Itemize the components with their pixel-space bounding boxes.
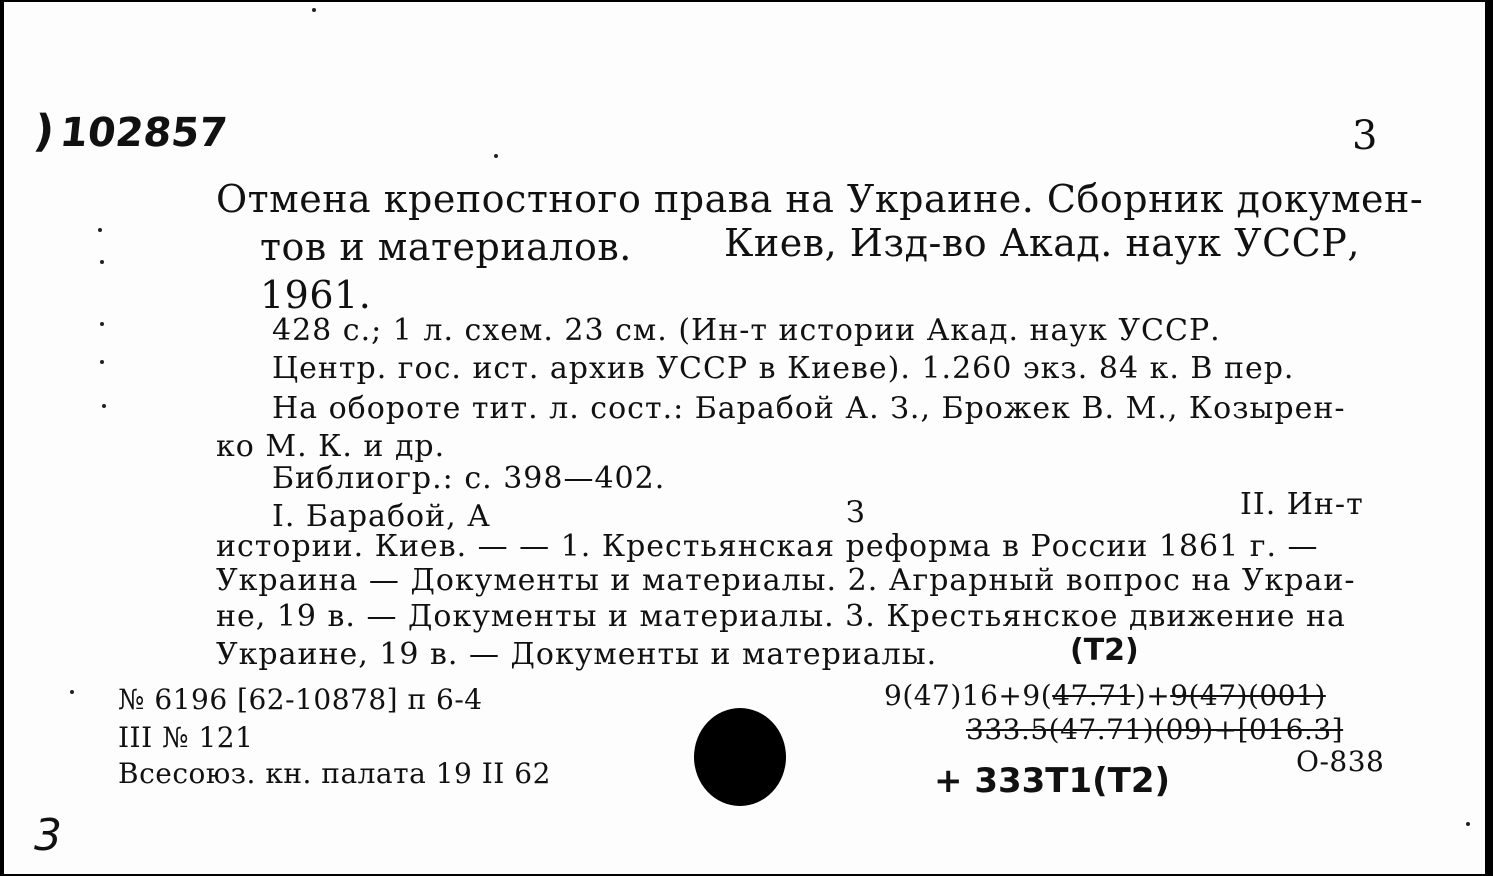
title-line-2b: Киев, Изд-во Акад. наук УССР, [724, 221, 1360, 265]
speck [312, 8, 316, 12]
tracing-line-2: истории. Киев. — — 1. Крестьянская реформа в России 1861 г. — [216, 529, 1319, 564]
author-mark: О-838 [1296, 745, 1385, 778]
footer-line-3: Всесоюз. кн. палата 19 II 62 [118, 757, 551, 790]
inventory-number: 102857 [57, 110, 230, 156]
class-code-struck-b: 9(47)(001) [1170, 679, 1326, 712]
title-text-1: Отмена крепостного права на Украине. Сборник докумен- [216, 177, 1424, 221]
tracing-line-1b: З [846, 495, 866, 530]
tracing-line-3: Украина — Документы и материалы. 2. Аграрный вопрос на Украи- [216, 563, 1356, 598]
description-line-1: 428 с.; 1 л. схем. 23 см. (Ин-т истории Акад. наук УССР. [272, 313, 1221, 348]
class-code-kept-b: )+ [1134, 679, 1171, 712]
class-code-struck-a: 47.71 [1052, 679, 1135, 712]
speck [100, 322, 104, 326]
tracing-line-1a: I. Барабой, А [272, 499, 491, 534]
punch-hole [694, 708, 786, 806]
speck [1466, 822, 1470, 826]
corner-number: 3 [1352, 113, 1378, 159]
description-line-3: На обороте тит. л. сост.: Барабой А. З., Брожек В. М., Козырен- [272, 391, 1346, 426]
classification-line-2: 333.5(47.71)(09)+[016.3] [966, 713, 1344, 746]
speck [100, 360, 104, 364]
speck [494, 154, 498, 158]
catalog-card [4, 2, 1485, 874]
speck [102, 404, 106, 408]
margin-mark: 3 [34, 810, 62, 861]
description-line-2: Центр. гос. ист. архив УССР в Киеве). 1.260 экз. 84 к. В пер. [272, 351, 1295, 386]
title-line-3: 1961. [260, 273, 372, 317]
class-code-kept: 9(47)16+9( [884, 679, 1053, 712]
tracing-line-1c: II. Ин-т [1240, 487, 1364, 522]
footer-line-1: № 6196 [62-10878] п 6-4 [118, 683, 483, 716]
handwritten-addition: + 333Т1(Т2) [934, 761, 1171, 801]
tracing-line-4: не, 19 в. — Документы и материалы. 3. Крестьянское движение на [216, 599, 1346, 634]
inventory-stamp [31, 106, 230, 157]
handwritten-note: (Т2) [1070, 633, 1139, 668]
description-line-5: Библиогр.: с. 398—402. [272, 461, 666, 496]
stamp-bracket-icon: ) [31, 106, 57, 157]
title-text-2a: тов и материалов. [260, 225, 632, 269]
title-line-2 [260, 225, 632, 269]
speck [98, 228, 102, 232]
speck [100, 260, 104, 264]
classification-line-1 [884, 679, 1326, 712]
description-line-4: ко М. К. и др. [216, 429, 446, 464]
title-line-1 [216, 177, 1424, 221]
tracing-line-5: Украине, 19 в. — Документы и материалы. [216, 637, 938, 672]
speck [70, 690, 74, 694]
footer-line-2: III № 121 [118, 721, 254, 754]
